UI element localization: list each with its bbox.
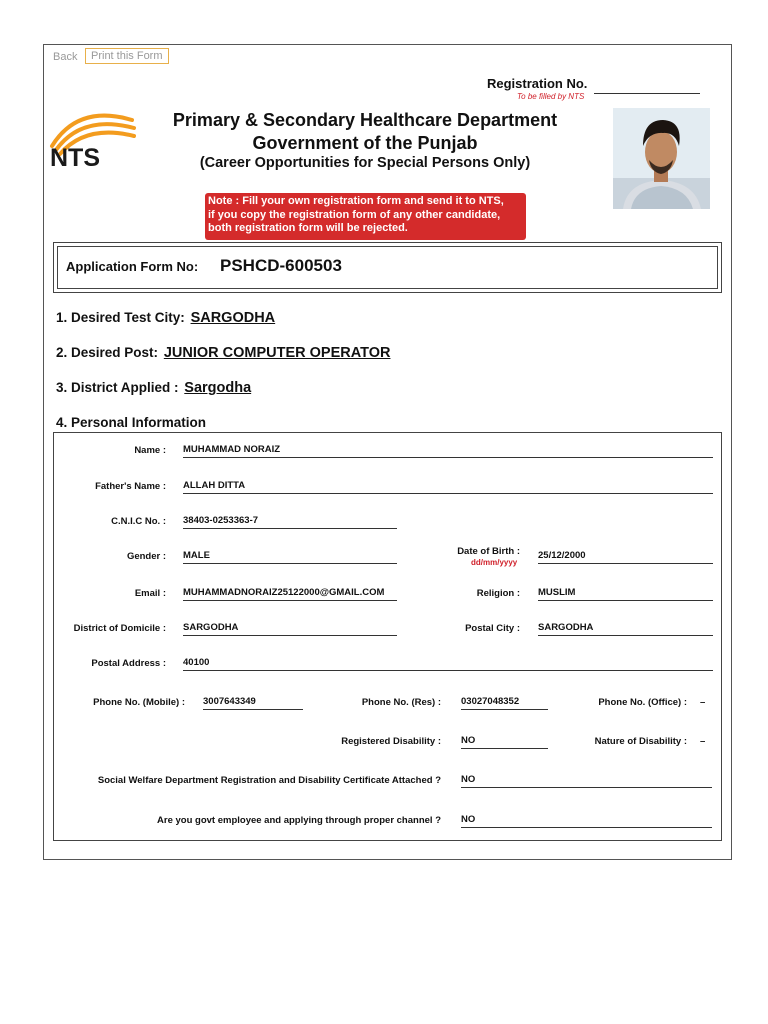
page-subtitle: (Career Opportunities for Special Persons Only) [199, 155, 531, 171]
dob-value: 25/12/2000 [538, 550, 713, 564]
application-form-label: Application Form No: [66, 259, 199, 274]
disability-value: NO [461, 735, 548, 749]
dob-format: dd/mm/yyyy [471, 558, 518, 567]
welfare-value: NO [461, 774, 712, 788]
post-value: JUNIOR COMPUTER OPERATOR [163, 345, 391, 361]
res-phone-value: 03027048352 [461, 696, 548, 710]
postal-address-value: 40100 [183, 657, 713, 671]
mobile-value: 3007643349 [203, 696, 303, 710]
domicile-label: District of Domicile : [73, 623, 166, 634]
test-city-value: SARGODHA [190, 310, 276, 326]
gender-value: MALE [183, 550, 397, 564]
religion-value: MUSLIM [538, 587, 713, 601]
nts-logo [48, 106, 138, 176]
registration-line [594, 93, 700, 94]
registration-note: To be filled by NTS [517, 92, 585, 101]
note-line1: Note : Fill your own registration form and send it to NTS, [208, 195, 504, 207]
district-label: 3. District Applied : [56, 380, 179, 395]
back-button[interactable]: Back [53, 51, 78, 63]
welfare-label: Social Welfare Department Registration and Disability Certificate Attached ? [97, 775, 441, 786]
disability-label: Registered Disability : [341, 736, 441, 747]
office-phone-label: Phone No. (Office) : [598, 697, 687, 708]
page-title: Primary & Secondary Healthcare Department [172, 110, 558, 130]
nature-disability-value: – [700, 736, 706, 747]
page-title-line2: Government of the Punjab [252, 133, 478, 153]
res-phone-label: Phone No. (Res) : [361, 697, 441, 708]
district-value: Sargodha [184, 380, 252, 396]
desired-test-city [56, 310, 275, 326]
logo-text: NTS [50, 144, 100, 172]
mobile-label: Phone No. (Mobile) : [93, 697, 185, 708]
father-name-label: Father's Name : [95, 481, 166, 492]
nature-disability-label: Nature of Disability : [594, 736, 687, 747]
registration-label: Registration No. [487, 76, 588, 91]
postal-address-label: Postal Address : [91, 658, 166, 669]
name-label: Name : [134, 445, 166, 456]
email-value: MUHAMMADNORAIZ25122000@GMAIL.COM [183, 587, 397, 601]
postal-city-value: SARGODHA [538, 622, 713, 636]
name-value: MUHAMMAD NORAIZ [183, 444, 713, 458]
test-city-label: 1. Desired Test City: [56, 310, 185, 325]
district-applied [56, 380, 251, 396]
application-form-number: PSHCD-600503 [220, 256, 342, 275]
personal-info-heading: 4. Personal Information [56, 415, 207, 430]
govt-employee-value: NO [461, 814, 712, 828]
email-label: Email : [134, 588, 166, 599]
print-form-button[interactable]: Print this Form [85, 48, 169, 64]
govt-employee-label: Are you govt employee and applying through proper channel ? [157, 815, 441, 826]
note-line3: both registration form will be rejected. [208, 222, 408, 234]
dob-label: Date of Birth : [457, 546, 520, 557]
post-label: 2. Desired Post: [56, 345, 159, 360]
warning-note [205, 193, 526, 240]
domicile-value: SARGODHA [183, 622, 397, 636]
cnic-label: C.N.I.C No. : [111, 516, 166, 527]
religion-label: Religion : [476, 588, 520, 599]
note-line2: if you copy the registration form of any other candidate, [208, 208, 501, 221]
office-phone-value: – [700, 697, 706, 708]
postal-city-label: Postal City : [465, 623, 520, 634]
cnic-value: 38403-0253363-7 [183, 515, 397, 529]
desired-post [56, 345, 390, 361]
gender-label: Gender : [126, 551, 166, 562]
applicant-photo [613, 108, 710, 209]
father-name-value: ALLAH DITTA [183, 480, 713, 494]
